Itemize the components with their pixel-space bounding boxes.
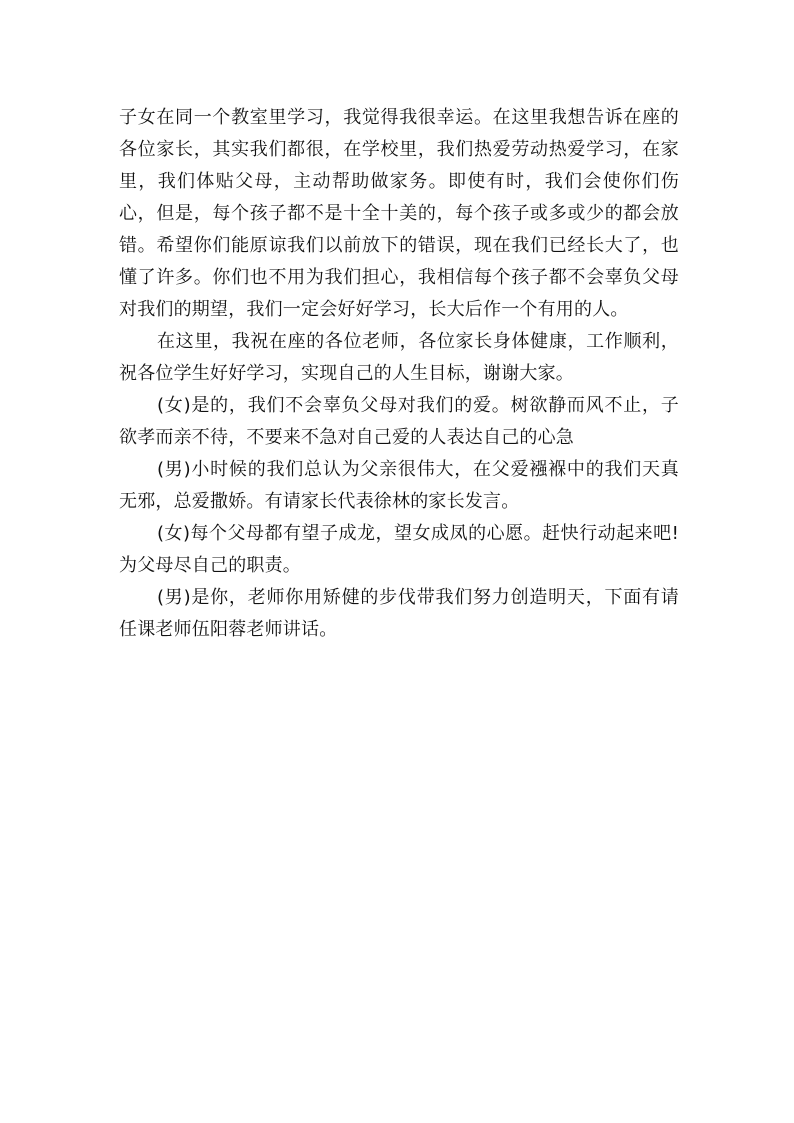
paragraph-2: 在这里，我祝在座的各位老师，各位家长身体健康，工作顺利，祝各位学生好好学习，实现自己的人生目标，谢谢大家。	[119, 331, 679, 384]
paragraph-1: 子女在同一个教室里学习，我觉得我很幸运。在这里我想告诉在座的各位家长，其实我们都很，在学校里，我们热爱劳动热爱学习，在家里，我们体贴父母，主动帮助做家务。即使有时，我们会使你们伤心，但是，每个孩子都不是十全十美的，每个孩子或多或少的都会放错。希望你们能原谅我们以前放下的错误，现在我们已经长大了，也懂了许多。你们也不用为我们担心，我相信每个孩子都不会辜负父母对我们的期望，我们一定会好好学习，长大后作一个有用的人。	[119, 107, 679, 320]
paragraph-3: (女)是的，我们不会辜负父母对我们的爱。树欲静而风不止，子欲孝而亲不待，不要来不急对自己爱的人表达自己的心急	[119, 395, 679, 448]
paragraph-4: (男)小时候的我们总认为父亲很伟大，在父爱襁褓中的我们天真无邪，总爱撒娇。有请家长代表徐林的家长发言。	[119, 459, 679, 512]
document-body	[119, 102, 679, 646]
paragraph-6: (男)是你，老师你用矫健的步伐带我们努力创造明天，下面有请任课老师伍阳蓉老师讲话。	[119, 587, 679, 640]
paragraph-5: (女)每个父母都有望子成龙，望女成凤的心愿。赶快行动起来吧!为父母尽自己的职责。	[119, 523, 679, 576]
